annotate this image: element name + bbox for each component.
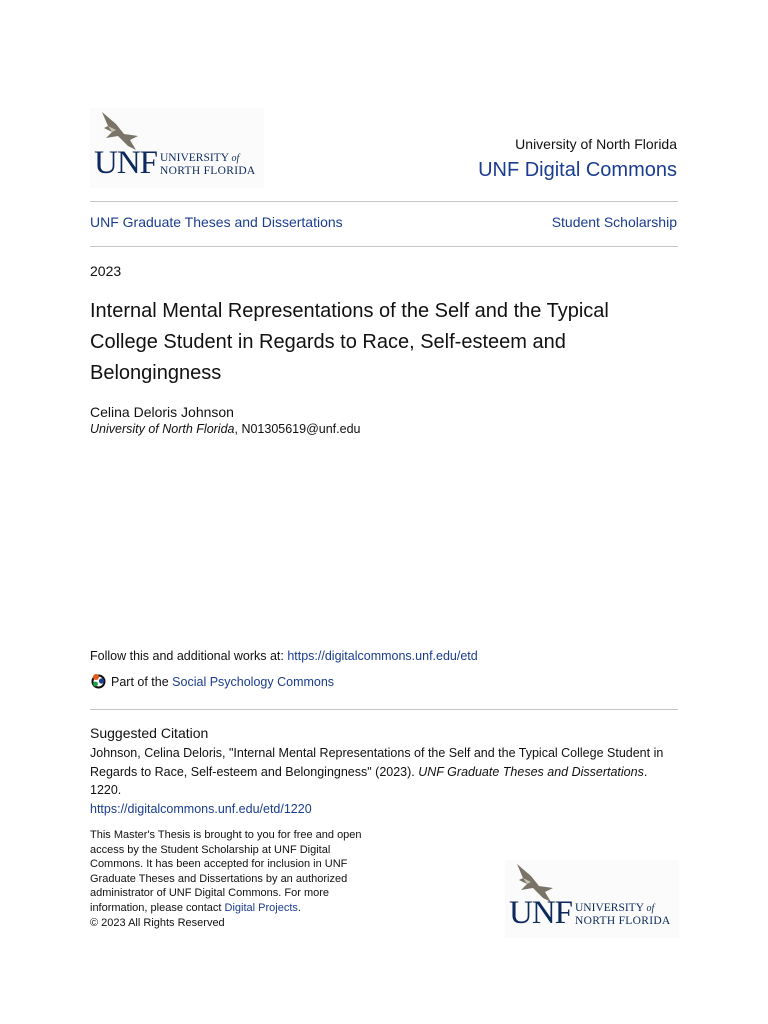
follow-prefix: Follow this and additional works at: bbox=[90, 649, 288, 663]
institution-name: University of North Florida bbox=[515, 136, 677, 152]
university-of: of bbox=[646, 903, 655, 914]
access-notice bbox=[90, 828, 380, 930]
contact-link[interactable]: Digital Projects bbox=[224, 901, 298, 914]
unf-logo-bottom bbox=[505, 860, 679, 938]
citation-heading: Suggested Citation bbox=[90, 725, 209, 741]
divider bbox=[90, 246, 678, 247]
network-icon bbox=[90, 673, 107, 690]
university-name-mark bbox=[160, 152, 256, 178]
publication-year: 2023 bbox=[90, 263, 122, 279]
divider bbox=[90, 201, 678, 202]
affiliation-name: University of North Florida bbox=[90, 422, 235, 436]
university-name-mark bbox=[575, 902, 671, 928]
unf-wordmark: UNF bbox=[509, 895, 573, 931]
citation-series: UNF Graduate Theses and Dissertations bbox=[418, 764, 644, 779]
notice-period: . bbox=[297, 901, 301, 914]
university-line2: NORTH FLORIDA bbox=[575, 915, 671, 927]
citation-url-link[interactable]: https://digitalcommons.unf.edu/etd/1220 bbox=[90, 801, 312, 816]
university-line1: UNIVERSITY bbox=[575, 902, 644, 914]
author-name: Celina Deloris Johnson bbox=[90, 404, 234, 420]
part-of-prefix: Part of the bbox=[111, 674, 169, 689]
copyright-text: © 2023 All Rights Reserved bbox=[90, 916, 225, 929]
citation-number: . 1220. bbox=[90, 764, 648, 797]
discipline-link[interactable]: Social Psychology Commons bbox=[172, 674, 335, 689]
unf-logo-top bbox=[90, 108, 264, 188]
document-title: Internal Mental Representations of the Self and the Typical College Student in Regards to Race, Self-esteem and Belongingness bbox=[90, 300, 609, 384]
breadcrumb-scholarship-link[interactable]: Student Scholarship bbox=[551, 214, 677, 230]
repository-link[interactable]: UNF Digital Commons bbox=[478, 159, 677, 181]
author-affiliation bbox=[90, 422, 360, 436]
unf-wordmark: UNF bbox=[94, 145, 158, 181]
collection-url-link[interactable]: https://digitalcommons.unf.edu/etd bbox=[287, 649, 478, 663]
university-line1: UNIVERSITY bbox=[160, 152, 229, 164]
part-of-line bbox=[90, 673, 334, 690]
header-repository bbox=[478, 136, 677, 183]
author-email: , N01305619@unf.edu bbox=[234, 422, 361, 436]
university-line2: NORTH FLORIDA bbox=[160, 165, 256, 177]
citation-text: Johnson, Celina Deloris, "Internal Mental Representations of the Self and the Typical College Student in Regards to Race, Self-esteem and Belongingness" (2023). bbox=[90, 746, 664, 779]
divider bbox=[90, 709, 678, 710]
notice-text: This Master's Thesis is brought to you for free and open access by the Student Scholarship at UNF Digital Commons. It has been accepted for inclusion in UNF Graduate Theses and Dissertations by an authorized administrator of UNF Digital Commons. For more information, please contact bbox=[90, 829, 362, 914]
follow-line bbox=[90, 649, 478, 663]
university-of: of bbox=[231, 153, 240, 164]
citation-body bbox=[90, 744, 680, 818]
breadcrumb-collection-link[interactable]: UNF Graduate Theses and Dissertations bbox=[90, 214, 343, 230]
